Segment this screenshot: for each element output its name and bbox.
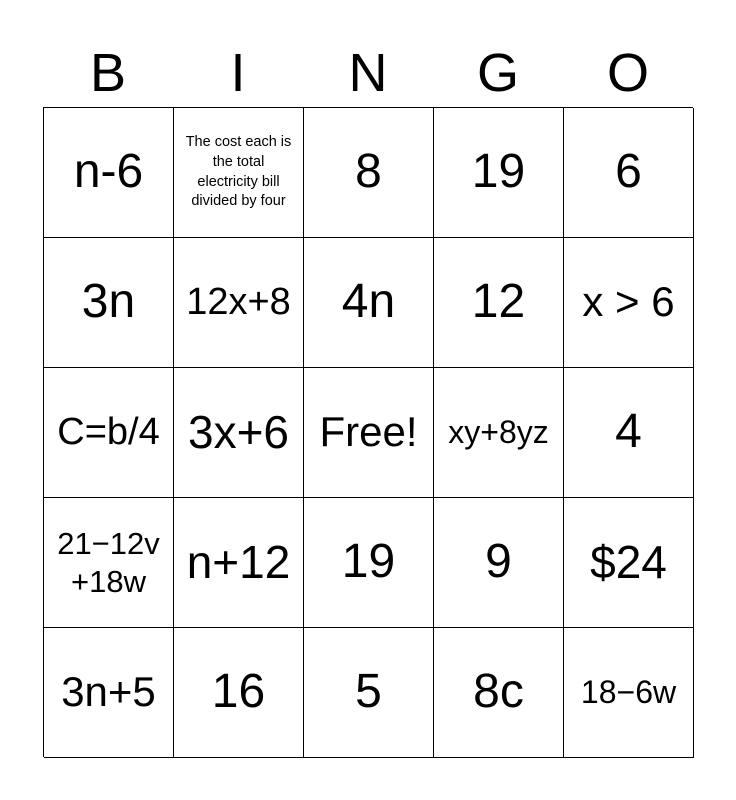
bingo-cell-r3c4[interactable] xyxy=(434,368,564,498)
cell-text: 18−6w xyxy=(580,673,677,710)
bingo-cell-r3c1[interactable] xyxy=(44,368,174,498)
bingo-cell-r2c3[interactable] xyxy=(304,238,434,368)
cell-text: x > 6 xyxy=(582,278,675,326)
bingo-cell-r1c2[interactable] xyxy=(174,108,304,238)
bingo-cell-r3c5[interactable] xyxy=(564,368,694,498)
bingo-cell-r5c5[interactable] xyxy=(564,628,694,758)
cell-text: 8c xyxy=(473,665,524,719)
cell-text: 9 xyxy=(485,535,512,589)
bingo-cell-free-space[interactable] xyxy=(304,368,434,498)
bingo-cell-r4c1[interactable] xyxy=(44,498,174,628)
bingo-cell-r1c3[interactable] xyxy=(304,108,434,238)
cell-text: 4n xyxy=(341,275,396,329)
cell-text: $24 xyxy=(590,536,667,589)
bingo-cell-r4c5[interactable] xyxy=(564,498,694,628)
bingo-grid xyxy=(43,107,693,757)
bingo-cell-r2c1[interactable] xyxy=(44,238,174,368)
cell-text: 12 xyxy=(471,275,526,329)
bingo-cell-r4c2[interactable] xyxy=(174,498,304,628)
cell-text: n-6 xyxy=(73,145,144,199)
bingo-cell-r5c2[interactable] xyxy=(174,628,304,758)
bingo-cell-r2c4[interactable] xyxy=(434,238,564,368)
bingo-cell-r4c3[interactable] xyxy=(304,498,434,628)
header-letter-i: I xyxy=(230,43,246,103)
cell-text: The cost each is the total electricity bill divided by four xyxy=(185,134,292,210)
bingo-cell-r1c5[interactable] xyxy=(564,108,694,238)
cell-text: n+12 xyxy=(186,536,291,589)
cell-text: C=b/4 xyxy=(57,410,160,453)
cell-text: 3n xyxy=(81,275,136,329)
bingo-cell-r1c4[interactable] xyxy=(434,108,564,238)
cell-text: 5 xyxy=(355,665,382,719)
cell-text: 16 xyxy=(211,665,266,719)
bingo-cell-r5c4[interactable] xyxy=(434,628,564,758)
bingo-cell-r2c5[interactable] xyxy=(564,238,694,368)
cell-text: 3n+5 xyxy=(61,668,156,716)
header-letter-g: G xyxy=(476,43,519,103)
header-letter-o: O xyxy=(606,43,649,103)
cell-text: 6 xyxy=(615,145,642,199)
cell-text: 12x+8 xyxy=(186,280,291,323)
cell-text: 19 xyxy=(341,535,396,589)
cell-text: 4 xyxy=(615,405,642,459)
bingo-cell-r5c3[interactable] xyxy=(304,628,434,758)
header-letter-n: N xyxy=(348,43,388,103)
bingo-cell-r2c2[interactable] xyxy=(174,238,304,368)
cell-text: 8 xyxy=(355,145,382,199)
bingo-cell-r4c4[interactable] xyxy=(434,498,564,628)
header-letter-b: B xyxy=(89,43,127,103)
bingo-cell-r5c1[interactable] xyxy=(44,628,174,758)
cell-text: Free! xyxy=(319,408,418,456)
bingo-header xyxy=(43,40,693,106)
cell-text: 21−12v +18w xyxy=(57,526,160,599)
bingo-cell-r3c2[interactable] xyxy=(174,368,304,498)
cell-text: 3x+6 xyxy=(187,406,290,459)
cell-text: 19 xyxy=(471,145,526,199)
bingo-cell-r1c1[interactable] xyxy=(44,108,174,238)
cell-text: xy+8yz xyxy=(448,413,549,450)
